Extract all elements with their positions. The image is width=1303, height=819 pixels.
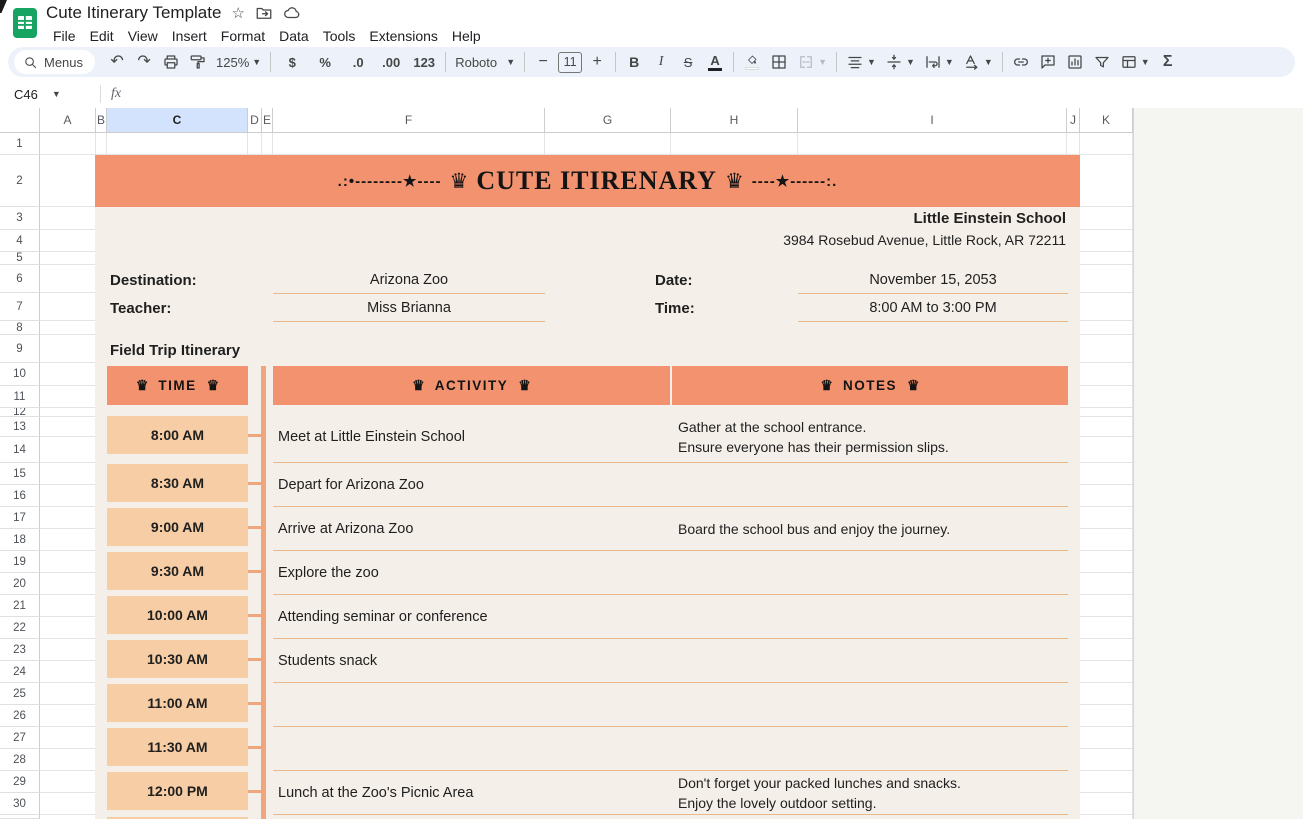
sheet-grid[interactable]: [40, 133, 1133, 819]
time-cell[interactable]: 12:00 PM: [107, 772, 248, 810]
crown-icon: ♛: [206, 377, 220, 393]
row-header-8[interactable]: 8: [0, 321, 40, 335]
teacher-value[interactable]: Miss Brianna: [367, 300, 451, 316]
insert-chart-button[interactable]: [1062, 49, 1088, 75]
create-filter-button[interactable]: [1089, 49, 1115, 75]
row-header-6[interactable]: 6: [0, 265, 40, 293]
table-header-label: TIME: [158, 378, 197, 393]
insert-comment-button[interactable]: [1035, 49, 1061, 75]
font-name: Roboto: [455, 54, 498, 70]
text-wrap-icon: [924, 53, 942, 71]
time-cell[interactable]: 10:00 AM: [107, 596, 248, 634]
menu-format[interactable]: Format: [220, 28, 266, 44]
row-header-21[interactable]: 21: [0, 595, 40, 617]
top-bar: [0, 0, 1303, 46]
select-all-corner[interactable]: [0, 108, 40, 133]
filter-icon: [1093, 53, 1111, 71]
text-rotation-button[interactable]: ▼: [959, 49, 997, 75]
row-header-partial: [0, 815, 40, 819]
align-center-icon: [846, 53, 864, 71]
fx-icon: fx: [111, 86, 122, 101]
table-header-activity: [273, 366, 670, 405]
itinerary-document: [95, 155, 1080, 819]
document-title[interactable]: Cute Itinerary Template: [46, 3, 222, 22]
time-value[interactable]: 8:00 AM to 3:00 PM: [869, 300, 997, 316]
decrease-font-size-button[interactable]: −: [538, 53, 548, 70]
table-header-label: NOTES: [842, 378, 897, 393]
sheet-views-button[interactable]: ▼: [1116, 49, 1154, 75]
crown-icon: ♛: [724, 169, 744, 193]
date-label: Date:: [655, 272, 693, 289]
menu-bar: [46, 25, 488, 47]
time-cell[interactable]: 11:30 AM: [107, 728, 248, 766]
menu-help[interactable]: Help: [451, 28, 481, 44]
notes-cell[interactable]: [678, 683, 1068, 727]
column-header-I[interactable]: I: [798, 108, 1067, 133]
increase-font-size-button[interactable]: +: [592, 53, 602, 70]
row-header-4[interactable]: 4: [0, 230, 40, 252]
time-cell[interactable]: 10:30 AM: [107, 640, 248, 678]
redo-button[interactable]: ↷: [137, 53, 151, 70]
name-box[interactable]: C46 ▼: [14, 86, 61, 102]
time-connector: [248, 746, 261, 749]
row-header-20[interactable]: 20: [0, 573, 40, 595]
menu-insert[interactable]: Insert: [171, 28, 207, 44]
activity-cell[interactable]: Students snack: [278, 653, 378, 669]
formula-input[interactable]: [121, 80, 1303, 108]
school-info: [783, 208, 1066, 252]
borders-button[interactable]: [766, 49, 792, 75]
column-header-K[interactable]: K: [1080, 108, 1133, 133]
row-header-29[interactable]: 29: [0, 771, 40, 793]
itinerary-row: [95, 727, 1080, 771]
teacher-label: Teacher:: [110, 300, 172, 317]
document-banner: [95, 155, 1080, 207]
row-header-13[interactable]: 13: [0, 417, 40, 437]
destination-value[interactable]: Arizona Zoo: [369, 272, 449, 288]
time-connector: [248, 614, 261, 617]
itinerary-row: [95, 463, 1080, 507]
itinerary-row: [95, 639, 1080, 683]
cloud-saved-icon[interactable]: [283, 4, 301, 22]
column-header-B[interactable]: B: [96, 108, 107, 133]
itinerary-row: [95, 771, 1080, 815]
row-header-1[interactable]: 1: [0, 133, 40, 155]
time-cell[interactable]: 9:30 AM: [107, 552, 248, 590]
increase-decimal-button[interactable]: .00: [382, 54, 401, 70]
borders-icon: [770, 53, 788, 71]
text-wrapping-button[interactable]: ▼: [920, 49, 958, 75]
fill-color-button[interactable]: [739, 49, 765, 75]
column-header-F[interactable]: F: [273, 108, 545, 133]
note-line: Enjoy the lovely outdoor setting.: [678, 795, 877, 811]
itinerary-row: [95, 595, 1080, 639]
banner-decor-right: ----★------:.: [751, 173, 838, 190]
more-formats-button[interactable]: 123: [413, 54, 436, 70]
menu-file[interactable]: File: [53, 28, 76, 44]
crown-icon: ♛: [135, 377, 149, 393]
activity-cell[interactable]: [278, 683, 660, 727]
row-header-18[interactable]: 18: [0, 529, 40, 551]
toolbar: [8, 47, 1295, 77]
row-header-3[interactable]: 3: [0, 207, 40, 230]
table-header-label: ACTIVITY: [434, 378, 509, 393]
time-cell[interactable]: 8:00 AM: [107, 416, 248, 454]
row-header-14[interactable]: 14: [0, 437, 40, 463]
notes-cell[interactable]: [678, 463, 1068, 507]
row-header-11[interactable]: 11: [0, 386, 40, 408]
time-connector: [248, 526, 261, 529]
note-line: Board the school bus and enjoy the journey.: [678, 521, 951, 537]
font-size-input[interactable]: [557, 49, 583, 75]
date-value[interactable]: November 15, 2053: [869, 272, 997, 288]
crown-icon: ♛: [412, 377, 425, 393]
strikethrough-button[interactable]: S: [683, 54, 693, 70]
notes-cell[interactable]: [678, 727, 1068, 771]
merge-cells-button[interactable]: ▼: [793, 49, 831, 75]
notes-cell[interactable]: [678, 639, 1068, 683]
row-separator: [273, 814, 1068, 815]
menu-edit[interactable]: Edit: [89, 28, 114, 44]
time-connector: [248, 702, 261, 705]
note-line: Gather at the school entrance.: [678, 419, 867, 435]
notes-cell[interactable]: [678, 507, 1068, 551]
section-title: Field Trip Itinerary: [110, 342, 241, 359]
column-header-D[interactable]: D: [248, 108, 262, 133]
undo-button[interactable]: ↶: [110, 53, 124, 70]
column-header-G[interactable]: G: [545, 108, 671, 133]
comment-icon: [1039, 53, 1057, 71]
row-header-23[interactable]: 23: [0, 639, 40, 661]
row-header-22[interactable]: 22: [0, 617, 40, 639]
row-header-15[interactable]: 15: [0, 463, 40, 485]
insert-link-button[interactable]: [1008, 49, 1034, 75]
activity-cell[interactable]: Attending seminar or conference: [278, 609, 488, 625]
font-size-value: 11: [558, 52, 582, 73]
font-select[interactable]: Roboto ▼: [455, 54, 516, 70]
paint-bucket-icon: [745, 54, 759, 66]
horizontal-align-button[interactable]: ▼: [842, 49, 880, 75]
itinerary-row: [95, 551, 1080, 595]
table-header-time: [107, 366, 248, 405]
activity-cell[interactable]: Arrive at Arizona Zoo: [278, 521, 414, 537]
paint-format-button[interactable]: [185, 49, 211, 75]
crown-icon: ♛: [820, 377, 833, 393]
zoom-select[interactable]: 125% ▼: [216, 54, 262, 70]
row-header-24[interactable]: 24: [0, 661, 40, 683]
vertical-align-icon: [885, 53, 903, 71]
note-line: Ensure everyone has their permission slips.: [678, 439, 949, 455]
notes-cell[interactable]: [678, 551, 1068, 595]
notes-cell[interactable]: [678, 595, 1068, 639]
format-percent-button[interactable]: %: [319, 54, 331, 70]
column-header-A[interactable]: A: [40, 108, 96, 133]
sheet-views-icon: [1120, 53, 1138, 71]
activity-cell[interactable]: Meet at Little Einstein School: [278, 429, 465, 445]
row-header-26[interactable]: 26: [0, 705, 40, 727]
row-header-9[interactable]: 9: [0, 335, 40, 363]
search-menus-button[interactable]: [14, 50, 95, 74]
print-button[interactable]: [158, 49, 184, 75]
table-header-notes: [672, 366, 1068, 405]
row-header-10[interactable]: 10: [0, 363, 40, 386]
cell-reference: C46: [14, 86, 38, 102]
column-header-C[interactable]: C: [107, 108, 248, 133]
itinerary-row: [95, 411, 1080, 463]
menu-extensions[interactable]: Extensions: [369, 28, 438, 44]
activity-cell[interactable]: Explore the zoo: [278, 565, 379, 581]
zoom-value: 125%: [216, 54, 250, 70]
notes-cell[interactable]: [678, 771, 1068, 815]
row-header-27[interactable]: 27: [0, 727, 40, 749]
crown-icon: ♛: [518, 377, 531, 393]
activity-cell[interactable]: [278, 727, 660, 771]
column-header-J[interactable]: J: [1067, 108, 1080, 133]
row-header-5[interactable]: 5: [0, 252, 40, 265]
functions-button[interactable]: Σ: [1162, 53, 1173, 70]
time-connector: [248, 570, 261, 573]
school-name: Little Einstein School: [913, 210, 1066, 227]
row-headers: [0, 133, 40, 819]
star-icon[interactable]: ☆: [231, 4, 245, 22]
decrease-decimal-button[interactable]: .0: [352, 54, 364, 70]
text-rotation-icon: [963, 53, 981, 71]
itinerary-row: [95, 507, 1080, 551]
vertical-align-button[interactable]: ▼: [881, 49, 919, 75]
activity-cell[interactable]: Depart for Arizona Zoo: [278, 477, 424, 493]
sheets-logo-icon[interactable]: [12, 7, 38, 39]
row-header-7[interactable]: 7: [0, 293, 40, 321]
activity-cell[interactable]: Lunch at the Zoo's Picnic Area: [278, 785, 474, 801]
search-icon: [23, 55, 38, 70]
row-header-12[interactable]: 12: [0, 408, 40, 417]
crown-icon: ♛: [907, 377, 920, 393]
row-header-2[interactable]: 2: [0, 155, 40, 207]
bold-button[interactable]: B: [629, 54, 640, 70]
format-currency-button[interactable]: $: [288, 54, 296, 70]
row-header-16[interactable]: 16: [0, 485, 40, 507]
column-header-H[interactable]: H: [671, 108, 798, 133]
notes-cell[interactable]: [678, 411, 1068, 463]
note-line: Don't forget your packed lunches and snacks.: [678, 775, 961, 791]
time-connector: [248, 482, 261, 485]
formula-bar: [0, 80, 1303, 109]
link-icon: [1012, 53, 1030, 71]
time-label: Time:: [655, 300, 695, 317]
print-icon: [162, 53, 180, 71]
menus-label: Menus: [44, 54, 84, 70]
outside-sheet-area: [1133, 108, 1303, 819]
menu-data[interactable]: Data: [279, 28, 309, 44]
time-connector: [248, 790, 261, 793]
time-connector: [248, 658, 261, 661]
column-headers: [0, 108, 1133, 133]
time-cell[interactable]: 8:30 AM: [107, 464, 248, 502]
row-header-28[interactable]: 28: [0, 749, 40, 771]
move-folder-icon[interactable]: [255, 4, 273, 22]
italic-button[interactable]: I: [658, 54, 664, 69]
chart-icon: [1066, 53, 1084, 71]
banner-title: CUTE ITIRENARY: [476, 166, 717, 195]
school-address: 3984 Rosebud Avenue, Little Rock, AR 72211: [783, 232, 1066, 248]
column-header-E[interactable]: E: [262, 108, 273, 133]
merge-cells-icon: [797, 53, 815, 71]
row-header-30[interactable]: 30: [0, 793, 40, 815]
paint-roller-icon: [189, 53, 207, 71]
menu-view[interactable]: View: [127, 28, 158, 44]
itinerary-rows: [95, 411, 1080, 815]
itinerary-row: [95, 683, 1080, 727]
crown-icon: ♛: [449, 169, 469, 193]
time-cell[interactable]: 9:00 AM: [107, 508, 248, 546]
banner-decor-left: .:•--------★----: [337, 173, 442, 190]
destination-label: Destination:: [110, 272, 197, 289]
text-color-button[interactable]: A: [702, 49, 728, 75]
time-cell[interactable]: 11:00 AM: [107, 684, 248, 722]
time-connector: [248, 434, 261, 437]
row-header-19[interactable]: 19: [0, 551, 40, 573]
row-header-25[interactable]: 25: [0, 683, 40, 705]
menu-tools[interactable]: Tools: [322, 28, 356, 44]
row-header-17[interactable]: 17: [0, 507, 40, 529]
